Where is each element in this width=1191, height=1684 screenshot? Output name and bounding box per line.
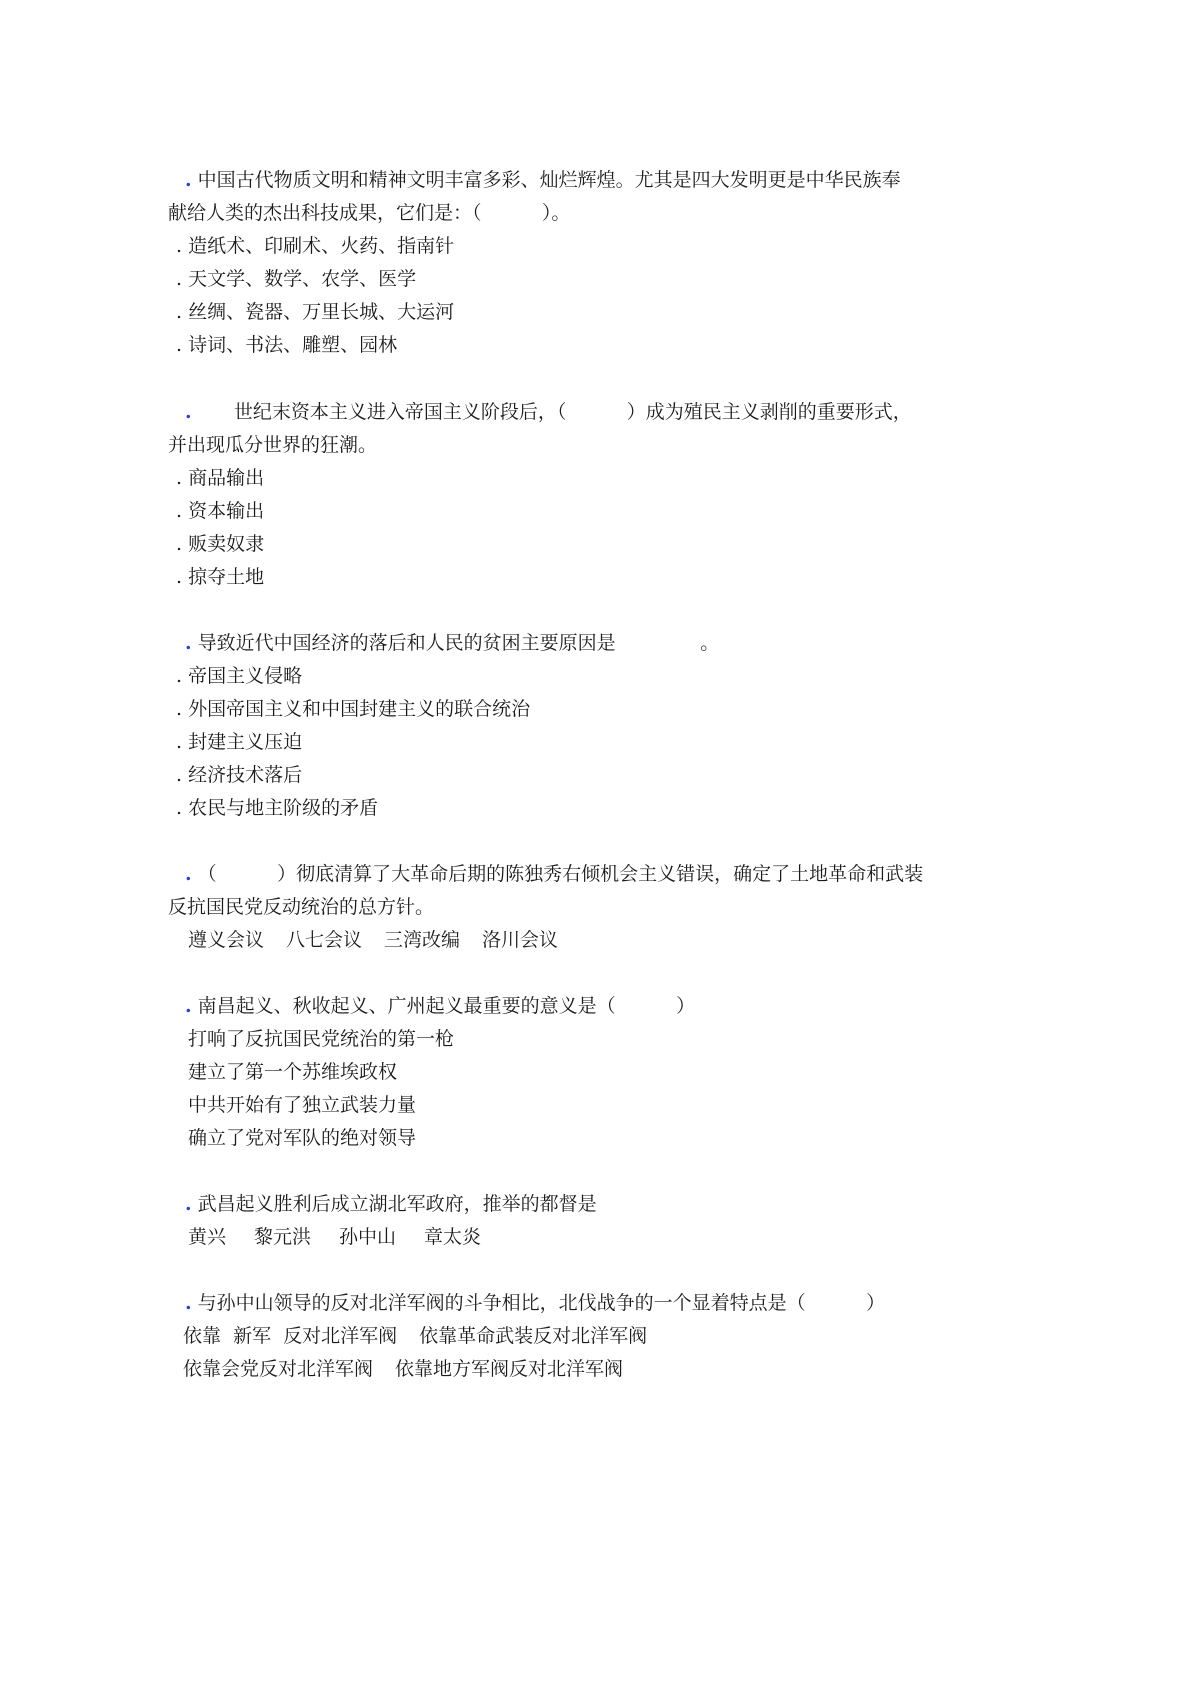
question-7-option-c[interactable]: 依靠会党反对北洋军阀 (183, 1358, 374, 1380)
question-4-stem-text-1: （ ）彻底清算了大革命后期的陈独秀右倾机会主义错误，确定了土地革命和武装 (197, 863, 924, 885)
question-1-stem-line-1 (185, 168, 901, 192)
question-4-stem-line-1 (185, 862, 923, 886)
question-1-stem-line-2: 献给人类的杰出科技成果，它们是：（ ）。 (168, 202, 571, 224)
question-6-option-d[interactable]: 章太炎 (424, 1226, 482, 1248)
question-3-option-b[interactable]: . 外国帝国主义和中国封建主义的联合统治 (176, 698, 531, 720)
question-7-option-d[interactable]: 依靠地方军阀反对北洋军阀 (395, 1358, 624, 1380)
question-5-option-d[interactable]: 确立了党对军队的绝对领导 (188, 1127, 417, 1149)
question-2-stem-line-1 (185, 400, 912, 424)
question-4-option-c[interactable]: 三湾改编 (384, 929, 461, 951)
question-7-stem-line-1 (185, 1291, 885, 1315)
question-3-stem-line-1 (185, 631, 719, 655)
question-2-stem-text-1: 世纪末资本主义进入帝国主义阶段后，（ ）成为殖民主义剥削的重要形式， (197, 401, 912, 423)
question-5-option-b[interactable]: 建立了第一个苏维埃政权 (188, 1061, 398, 1083)
question-3-stem-text-1: 导致近代中国经济的落后和人民的贫困主要原因是 。 (197, 632, 720, 654)
question-4-option-a[interactable]: 遵义会议 (188, 929, 265, 951)
question-3-option-a[interactable]: . 帝国主义侵略 (176, 665, 303, 687)
question-4-option-b[interactable]: 八七会议 (286, 929, 363, 951)
question-1-marker: . (185, 169, 192, 191)
question-7-marker: . (185, 1292, 192, 1314)
question-1-option-b[interactable]: . 天文学、数学、农学、医学 (176, 268, 417, 290)
question-5-stem-line-1 (185, 994, 695, 1018)
question-2-option-d[interactable]: . 掠夺土地 (176, 566, 265, 588)
question-5-option-c[interactable]: 中共开始有了独立武装力量 (188, 1094, 417, 1116)
question-1-option-c[interactable]: . 丝绸、瓷器、万里长城、大运河 (176, 301, 455, 323)
question-3-option-e[interactable]: . 农民与地主阶级的矛盾 (176, 797, 379, 819)
question-1-option-a[interactable]: . 造纸术、印刷术、火药、指南针 (176, 235, 455, 257)
question-6-option-b[interactable]: 黎元洪 (254, 1226, 312, 1248)
question-7-option-row-2 (183, 1357, 623, 1381)
question-3-marker: . (185, 632, 192, 654)
question-3-option-d[interactable]: . 经济技术落后 (176, 764, 303, 786)
question-6-option-c[interactable]: 孙中山 (339, 1226, 397, 1248)
question-5-option-a[interactable]: 打响了反抗国民党统治的第一枪 (188, 1028, 455, 1050)
question-4-options-row (188, 928, 558, 952)
question-3-option-c[interactable]: . 封建主义压迫 (176, 731, 303, 753)
question-1-stem-text-1: 中国古代物质文明和精神文明丰富多彩、灿烂辉煌。尤其是四大发明更是中华民族奉 (197, 169, 901, 191)
question-7-stem-text-1: 与孙中山领导的反对北洋军阀的斗争相比，北伐战争的一个显着特点是（ ） (197, 1292, 886, 1314)
question-1-option-d[interactable]: . 诗词、书法、雕塑、园林 (176, 334, 398, 356)
question-4-option-d[interactable]: 洛川会议 (482, 929, 559, 951)
question-6-stem-text-1: 武昌起义胜利后成立湖北军政府，推举的都督是 (197, 1193, 597, 1215)
question-4-stem-line-2: 反抗国民党反动统治的总方针。 (168, 896, 435, 918)
question-2-option-b[interactable]: . 资本输出 (176, 500, 265, 522)
question-2-stem-line-2: 并出现瓜分世界的狂潮。 (168, 434, 378, 456)
question-6-stem-line-1 (185, 1192, 597, 1216)
question-2-option-c[interactable]: . 贩卖奴隶 (176, 533, 265, 555)
question-6-marker: . (185, 1193, 192, 1215)
question-5-stem-text-1: 南昌起义、秋收起义、广州起义最重要的意义是（ ） (197, 995, 696, 1017)
question-4-marker: . (185, 863, 192, 885)
question-6-options-row (188, 1225, 481, 1249)
question-2-marker: . (185, 401, 192, 423)
question-5-marker: . (185, 995, 192, 1017)
question-7-option-a[interactable]: 依靠 新军 反对北洋军阀 (183, 1325, 398, 1347)
question-6-option-a[interactable]: 黄兴 (188, 1226, 227, 1248)
question-7-option-row-1 (183, 1324, 647, 1348)
question-7-option-b[interactable]: 依靠革命武装反对北洋军阀 (419, 1325, 648, 1347)
question-2-option-a[interactable]: . 商品输出 (176, 467, 265, 489)
